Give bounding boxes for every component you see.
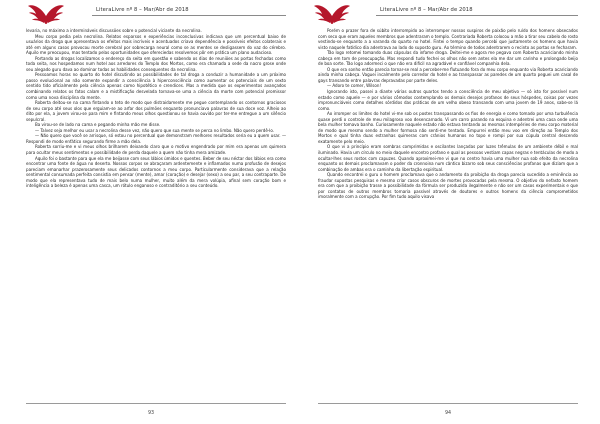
- paragraph: — Adoro te comer, Wilson!: [327, 83, 382, 89]
- paragraph: Roberta sorriu-me e vi meus olhos brilharem deixando claro que o motivo engendrado por mim era apenas um quimera para ocultar meus sentimentos e possibilidade de perda daquele a quem não tinha mera amizade.: [26, 144, 286, 156]
- header-divider: [376, 15, 578, 16]
- paragraph: Tão logo retomei tomando duas cápsulas da infame droga. Deitei-me e agora me pegava com Roberta acariciando minha cabeça em tom de preocupação. Mas respondi tudo fechei os olhos não sem antes ela me dar um carinho e prolongado beijo de boa sorte. Tão logo adormeci o que não era difícil na agradável e confiável companhia dela.: [318, 50, 578, 67]
- left-body-text: [26, 28, 286, 189]
- paragraph: Quando encontrei o guru o homem proclamava que o andamento da proibição da droga parecia sucedido a eminência ao fraudar supostas pesquisas e mesmo criar casos obscuros de mortes provocadas pela mesma. O objetivo do nefasto homem era com que a proibição trasse a possibilidade da fórmula ser produzida ilegalmente e não ser um casos experimentais e que por contatos de outros membros tornaria passível através de doutores e outros homens da ciência comprometidos imoralmente com a corrupção. Por fim tudo aquilo visava: [318, 172, 578, 200]
- paragraph: Meu corpo pedia pela necrolina. Relatos esparsos e experiências inconclusivas indicava que um percentual baixo de usuários da droga que apresentava os efeitos mais incríveis e acentuados criava dependência e possíveis efeitos colaterais e até em alguns casos provocou morte cerebral por sobrecarga neural como se as mentes se desligassem do vaz do cérebro. Aquilo me preocupou, mas tentado pelas oportunidades que ofereciedas resolvemos pôr em prática um plano audacioso.: [26, 33, 286, 56]
- paragraph: Roberta deitou-se na cama fintando o teto de modo que distraidamente me pegue contemplando os contornos graciosos de seu corpo até seus olos que erguiam-se ao arfar dos pulmões enquanto pronunciava palavras de sua doce voz. Alheio ao dito por ela, a jovem virou-se para mim e fintando meus olhos questionou se havia ouvido por ter-me entregue a um silêncio sepulcral.: [26, 100, 286, 122]
- paragraph: Pessoamos horas no quarto do hotel discutindo as possibilidades de tal droga a conduzir a humanidade a um próximo passo evolucional ao não somente expandir a consciência à hiperconsciência como aumentar os potenciais de um sexto sentido tido oficialmente pela ciência apenas como hipotético e crendices. Mas a medida que os experimentos avançados combinando relatos os fatos calam e a mistificação desvelada tornava-se uma a ciência da morte com potencial promissor como uma nova disciplina da mente.: [26, 72, 286, 100]
- page-number: 93: [148, 411, 155, 416]
- paragraph: O que vi a princípio eram sombras comprimidas e oscilantes lançadas por luzes trêmulas de um ambiente débil e mal iluminado. Havia um círculo no meio daquele encontro profano e qual as pessoas vestiam capas negras e tentáculas de modo a ocultar-lhes seus rostos com capuzes. Quando aproximei-me vi que no centro havia uma mulher nua sob efeito da necrolina enquanto os demais proclamavam o poder da cronnoina num cântico bizarro sob seus consciências profanas que diziam que a combinação de ambas era o caminho da libertação espiritual.: [318, 144, 578, 172]
- paragraph: Ba virou-se de lado na cama e pegando minha mão me disse.: [35, 122, 161, 128]
- page-number: 94: [445, 411, 452, 416]
- header-divider: [92, 15, 286, 16]
- red-wings-icon: [28, 2, 64, 28]
- page-header: [318, 0, 578, 26]
- paragraph: — Não quero que você se arrisque, só estou no percentual que demonstram melhores resultados seria eu a quem usar. — Respondi de modo enfático segurando firme a mão dela.: [26, 133, 286, 144]
- footer-divider: [318, 403, 578, 404]
- paragraph: Portando as drogas localizamos o endereço da seita em questão e sabendo os dias de reuniões as portas fechadas como toda seita, nos hospedamos num hotel aos arredores do Templo dos Mortos, como era chamada a sede da nacro grose onde seu alegado guru dava ao dominar todas as habilidades consequentes da necrolina.: [26, 55, 286, 72]
- right-page: [300, 0, 600, 424]
- paragraph: Aquilo foi o bastante para que ela me beijasse com seus lábios úmidos e quentes. Beber de seu néctar dos lábios era como encontrar uma fonte de água no deserto. Nossos corpos se abraçaram ardentemente e inflamados numa profusão de desejos pareciam emanarhar prazerosamente seus delicados contornos a meu corpo. Particularmente considerava que a relação sentimental consumada perfeita consistia em pensar (mente), amar (coração) e desejar (sexo) a seu par, a seu contraparte. De modo que ela representava tudo de mais belo numa mulher, muito além da mera volúpia, afinal sem coração bom e inteligência a beleza é apenas uma casca, um rótulo enganoso e contraditório a seu conteúdo.: [26, 155, 286, 189]
- header-title: LiteraLivre nº 8 – Mar/Abr de 2018: [96, 7, 189, 13]
- page-header: [26, 0, 286, 26]
- red-wings-icon: [314, 2, 350, 28]
- paragraph: O que era sonho então parecia tornar-se real a perceber-me flutuando fora do meu corpo enquanto via Roberta acariciando ainda minha cabeça. Vaguei incalmente pelo corredor do hotel e ao transpassar as paredes de um quarto peguei um casal de gays transando entre palavras depravadas por parte deles.: [318, 66, 578, 83]
- paragraph: levaria, no máximo a intermináveis discussões sobre o potencial viciante da necrolina.: [26, 28, 202, 33]
- paragraph: Ao irromper os limites do hotel vi-me sob os postes transpassando os fios de energia e como tomado por uma turbulência quase perdi o controle de meu milagroso voo desencarnado. Vi um carro parando na esquina e adentrei uma casa onde uma bela mulher tomava banho. Curiosamente naquele estado não estava tentando as mesmas intempéries de meu corpo material de modo que mesmo sendo a mulher formosa não senti-me tentado. Empurrei então meu voo em direção ao Templo dos Mortos e qual tinha duas estranhas quimeras com crânios humanos no topo e rompi por sua cúpula central descendo exatamente pelo meio.: [318, 111, 578, 144]
- right-body-text: [318, 28, 578, 200]
- paragraph: — Talvez seja melhor eu usar a necrolina desse vez, não quero que sua mente se perca no limbo. Não quero perdê-lo.: [35, 127, 275, 133]
- header-title: LiteraLivre nº 8 – Mar/Abr de 2018: [380, 7, 473, 13]
- footer-divider: [26, 403, 286, 404]
- paragraph: Ignorando isto, passei a diante várias outros quartos tendo a consciência de meu objetivo — só isto for possível num estado como aquele — e por vários cômodos contemplando os demais desejos profanos de seus hóspedes, coisas por vezes impronunciáveis como detalhes sórdidos das práticas de um velho obeso transando com uma jovem de 19 anos, sabe-se lá como.: [318, 89, 578, 111]
- paragraph: Porém o prazer fora de súbito interrompido ao interromper nossos suspiros de paixão pelo ruído dos homens obsecados com seco que eram aqueles membros que adentraram o templo. Contrariada Roberta colocou a mão a tirar seu cabelo do rosto vestindo-se enquanto a a varanda do quarto no hotel. Fintei o tempo quando percebi que justamente os homens que havia visto naquele fatídico dia adentrava ao lado do suposto guru. Ao término de todos adentrarem o recinto as portas se fecharam.: [318, 28, 578, 50]
